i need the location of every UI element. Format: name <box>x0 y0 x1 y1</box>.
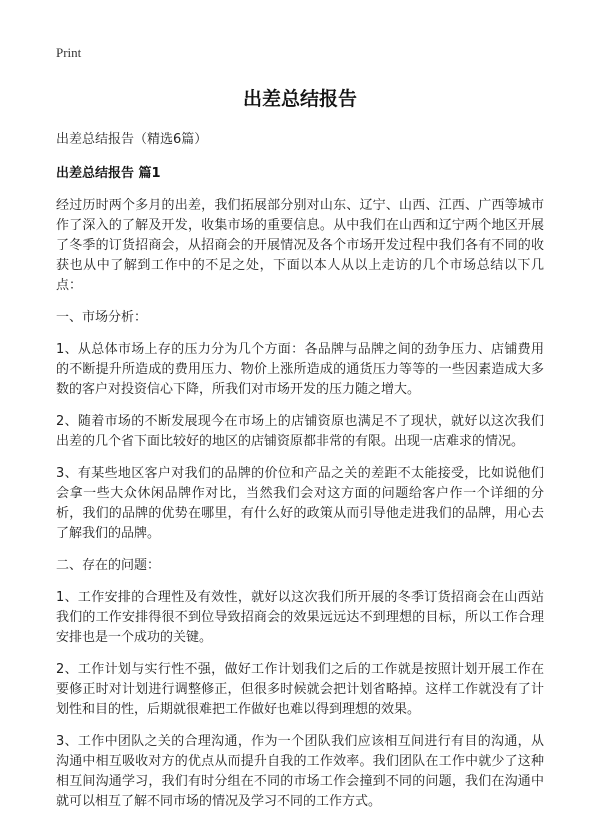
paragraph-market-point-1: 1、从总体市场上存的压力分为几个方面：各品牌与品牌之间的劲争压力、店铺费用的不断提升所造成的费用压力、物价上涨所造成的通货压力等等的一些因素造成大多数的客户对投资信心下降，所我们对市场开发的压力随之增大。 <box>56 342 544 397</box>
paragraph-problem-3: 3、工作中团队之关的合理沟通，作为一个团队我们应该相互间进行有目的沟通，从沟通中相互吸收对方的优点从而提升自我的工作效率。我们团队在工作中就少了这种相互间沟通学习，我们有时分组在不同的市场工作会撞到不同的问题，我们在沟通中就可以相互了解不同市场的情况及学习不同的工作方式。 <box>56 734 544 809</box>
paragraph-problems-heading: 二、存在的问题： <box>56 558 161 573</box>
document-subtitle: 出差总结报告（精选6篇） <box>56 132 208 147</box>
paragraph-problem-2: 2、工作计划与实行性不强，做好工作计划我们之后的工作就是按照计划开展工作在要修正时对计划进行调整修正，但很多时候就会把计划省略掉。这样工作就没有了计划性和目的性，后期就很难把工作做好也难以得到理想的效果。 <box>56 662 544 717</box>
paragraph-problem-1: 1、工作安排的合理性及有效性，就好以这次我们所开展的冬季订货招商会在山西站我们的工作安排得很不到位导致招商会的效果远远达不到理想的目标，所以工作合理安排也是一个成功的关键。 <box>56 590 544 645</box>
document-title: 出差总结报告 <box>242 88 357 110</box>
paragraph-market-point-3: 3、有某些地区客户对我们的品牌的价位和产品之关的差距不太能接受，比如说他们会拿一些大众休闲品牌作对比，当然我们会对这方面的问题给客户作一个详细的分析，我们的品牌的优势在哪里，有什么好的政策从而引导他走进我们的品牌，用心去了解我们的品牌。 <box>56 466 544 541</box>
paragraph-intro: 经过历时两个多月的出差，我们拓展部分别对山东、辽宁、山西、江西、广西等城市作了深入的了解及开发，收集市场的重要信息。从中我们在山西和辽宁两个地区开展了冬季的订货招商会，从招商会的开展情况及各个市场开发过程中我们各有不同的收获也从中了解到工作中的不足之处，下面以本人从以上走访的几个市场总结以下几点： <box>56 198 544 293</box>
print-link[interactable]: Print <box>56 45 82 60</box>
section-heading: 出差总结报告 篇1 <box>56 166 161 181</box>
paragraph-market-analysis-heading: 一、市场分析： <box>56 310 148 325</box>
paragraph-market-point-2: 2、随着市场的不断发展现今在市场上的店铺资原也满足不了现状，就好以这次我们出差的几个省下面比较好的地区的店铺资原都非常的有限。出现一店难求的情况。 <box>56 414 544 449</box>
